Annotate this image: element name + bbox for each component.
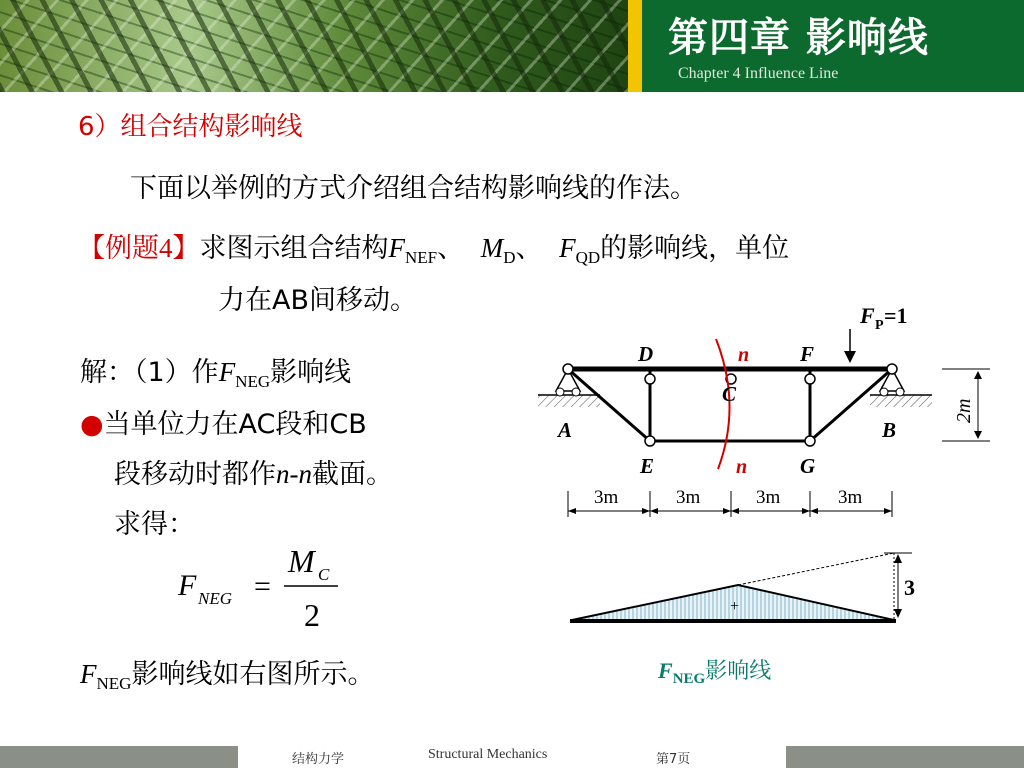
svg-text:P: P (875, 318, 884, 333)
footer-bar-right (786, 746, 1024, 768)
example-text-b: 的影响线，单位 (600, 233, 790, 264)
svg-text:n: n (738, 344, 750, 366)
bullet-icon: ● (80, 409, 104, 440)
conclusion-line: $F_{NEG}$影响线如右图所示。 (80, 659, 375, 693)
svg-text:=1: =1 (884, 303, 908, 328)
svg-text:E: E (640, 454, 655, 478)
svg-text:A: A (558, 418, 573, 442)
solution-line4: 求得： (114, 509, 195, 540)
svg-text:B: B (882, 418, 897, 442)
section-heading: 6）组合结构影响线 (78, 112, 303, 142)
example-text-a: 求图示组合结构 (199, 233, 389, 264)
svg-text:3m: 3m (756, 487, 781, 508)
svg-text:D: D (638, 342, 654, 366)
svg-text:F: F (800, 342, 815, 366)
header-banner (0, 0, 1024, 92)
svg-text:n: n (736, 456, 748, 478)
svg-text:NEG: NEG (198, 589, 232, 608)
svg-text:+: + (730, 598, 740, 615)
header-accent-stripe (628, 0, 642, 92)
svg-text:3m: 3m (594, 487, 619, 508)
footer-bar-left (0, 746, 238, 768)
example-statement: 【例题4】求图示组合结构$F_{NEF}$、 $M_D$、 $F_{QD}$的影响线，单位 (78, 233, 790, 267)
svg-text:3m: 3m (838, 487, 863, 508)
composite-structure-diagram (530, 295, 1000, 525)
svg-text:C: C (722, 382, 737, 406)
svg-text:2: 2 (304, 597, 320, 633)
svg-text:G: G (800, 454, 816, 478)
svg-text:M: M (288, 543, 315, 579)
example-line2: 力在AB间移动。 (218, 285, 417, 316)
header-image (0, 0, 628, 92)
solution-line2: ●当单位力在AC段和CB (80, 409, 367, 440)
chapter-title: 第四章 影响线 (668, 15, 929, 61)
svg-text:3: 3 (904, 575, 915, 600)
footer-course-en: Structural Mechanics (428, 747, 548, 762)
solution-line3: 段移动时都作n-n截面。 (114, 459, 393, 490)
svg-text:2m: 2m (953, 398, 975, 423)
example-tag: 【例题4】 (78, 233, 200, 263)
svg-text:C: C (318, 565, 330, 584)
influence-line-caption: $F_{NEG}$影响线 (658, 658, 772, 687)
solution-line1: 解：（1）作$F_{NEG}$影响线 (80, 357, 352, 391)
footer-course-cn: 结构力学 (292, 752, 345, 767)
footer (0, 746, 1024, 768)
footer-page-number: 第7页 (656, 752, 691, 767)
influence-line-fneg (560, 545, 930, 635)
svg-text:3m: 3m (676, 487, 701, 508)
svg-text:=: = (254, 570, 271, 603)
formula-fneg (170, 540, 370, 640)
svg-text:F: F (860, 303, 875, 328)
chapter-subtitle: Chapter 4 Influence Line (678, 65, 839, 82)
svg-text:F: F (178, 569, 197, 602)
intro-text: 下面以举例的方式介绍组合结构影响线的作法。 (130, 173, 697, 204)
